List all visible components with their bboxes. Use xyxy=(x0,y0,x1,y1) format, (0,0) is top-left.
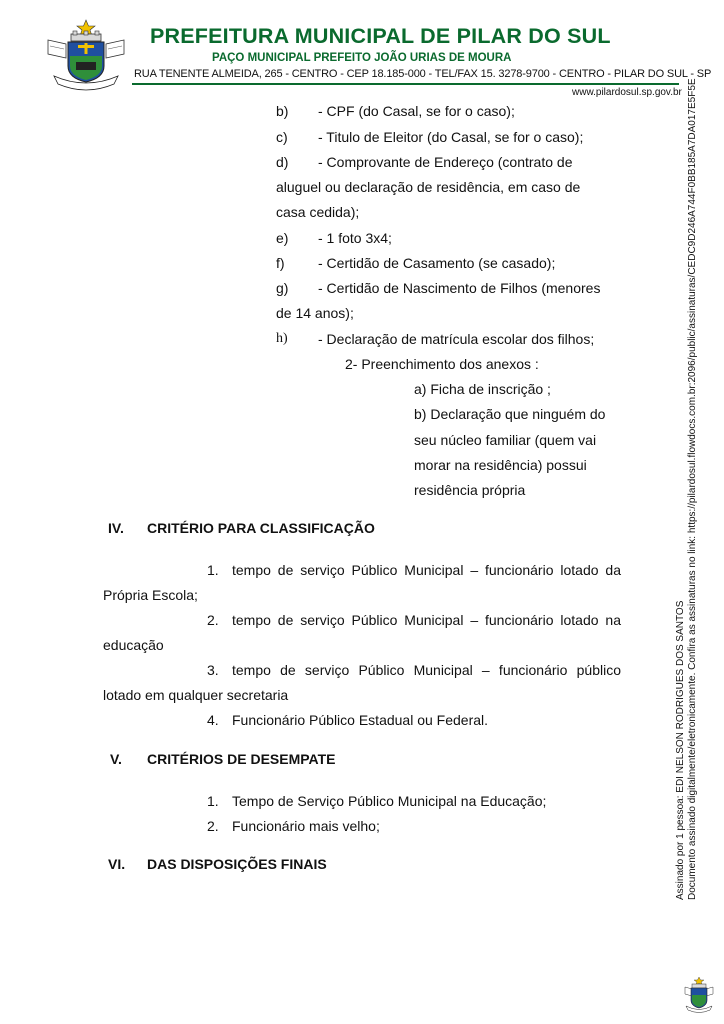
list-item-d-cont-2: casa cedida); xyxy=(276,204,360,220)
list-label-d: d) xyxy=(276,154,289,170)
criterion-number: 4. xyxy=(207,712,219,728)
tiebreak-text: Tempo de Serviço Público Municipal na Educação; xyxy=(232,793,547,809)
annex-item: residência própria xyxy=(414,482,526,498)
list-item-b: - CPF (do Casal, se for o caso); xyxy=(318,103,515,119)
list-item-g-cont: de 14 anos); xyxy=(276,305,354,321)
list-label-e: e) xyxy=(276,230,289,246)
criterion-text: tempo de serviço Público Municipal – funcionário lotado na xyxy=(232,612,621,628)
header-address: RUA TENENTE ALMEIDA, 265 - CENTRO - CEP 18.185-000 - TEL/FAX 15. 3278-9700 - CENTRO - PILAR DO SUL - SP xyxy=(134,68,712,80)
list-item-g: - Certidão de Nascimento de Filhos (menores xyxy=(318,280,601,296)
list-item-c: - Titulo de Eleitor (do Casal, se for o caso); xyxy=(318,129,584,145)
section-v-title: CRITÉRIOS DE DESEMPATE xyxy=(147,751,336,767)
criterion-text-cont: Própria Escola; xyxy=(103,587,198,603)
list-label-c: c) xyxy=(276,129,288,145)
list-item-f: - Certidão de Casamento (se casado); xyxy=(318,255,556,271)
criterion-text: tempo de serviço Público Municipal – funcionário público xyxy=(232,662,621,678)
header-website: www.pilardosul.sp.gov.br xyxy=(572,87,682,98)
annex-item: b) Declaração que ninguém do xyxy=(414,406,606,422)
signature-note-line2: Documento assinado digitalmente/eletronicamente. Confira as assinaturas no link: https://pilardosul.flowdocs.com.br:2096/public/assinaturas/CEDC9D246A744F0BB185A7DA017E5F5E xyxy=(687,78,698,900)
list-item-d: - Comprovante de Endereço (contrato de xyxy=(318,154,573,170)
list-label-f: f) xyxy=(276,255,285,271)
annexes-heading: 2- Preenchimento dos anexos : xyxy=(345,356,539,372)
crest-badge-icon xyxy=(683,976,715,1014)
criterion-text-cont: educação xyxy=(103,637,164,653)
criterion-text: tempo de serviço Público Municipal – funcionário lotado da xyxy=(232,562,621,578)
signature-note-line1: Assinado por 1 pessoa: EDI NELSON RODRIGUES DOS SANTOS xyxy=(675,600,686,900)
annex-item: seu núcleo familiar (quem vai xyxy=(414,432,597,448)
tiebreak-text: Funcionário mais velho; xyxy=(232,818,380,834)
criterion-number: 3. xyxy=(207,662,219,678)
header-title: PREFEITURA MUNICIPAL DE PILAR DO SUL xyxy=(150,24,611,48)
list-item-d-cont-1: aluguel ou declaração de residência, em caso de xyxy=(276,179,581,195)
criterion-number: 2. xyxy=(207,612,219,628)
list-label-h: h) xyxy=(276,331,288,346)
annex-item: a) Ficha de inscrição ; xyxy=(414,381,551,397)
list-label-g: g) xyxy=(276,280,289,296)
annex-item: morar na residência) possui xyxy=(414,457,587,473)
section-vi-title: DAS DISPOSIÇÕES FINAIS xyxy=(147,856,327,872)
criterion-text: Funcionário Público Estadual ou Federal. xyxy=(232,712,489,728)
list-item-e: - 1 foto 3x4; xyxy=(318,230,392,246)
list-item-h: - Declaração de matrícula escolar dos filhos; xyxy=(318,331,595,347)
municipal-crest xyxy=(40,18,132,92)
criterion-number: 1. xyxy=(207,562,219,578)
tiebreak-number: 2. xyxy=(207,818,219,834)
section-iv-title: CRITÉRIO PARA CLASSIFICAÇÃO xyxy=(147,520,375,536)
signature-note xyxy=(675,30,699,900)
list-label-b: b) xyxy=(276,103,289,119)
section-iv-numeral: IV. xyxy=(108,520,124,536)
section-vi-numeral: VI. xyxy=(108,856,126,872)
criterion-text-cont: lotado em qualquer secretaria xyxy=(103,687,289,703)
section-v-numeral: V. xyxy=(110,751,122,767)
tiebreak-number: 1. xyxy=(207,793,219,809)
header-subtitle: PAÇO MUNICIPAL PREFEITO JOÃO URIAS DE MOURA xyxy=(212,52,512,64)
header-divider xyxy=(132,83,679,85)
